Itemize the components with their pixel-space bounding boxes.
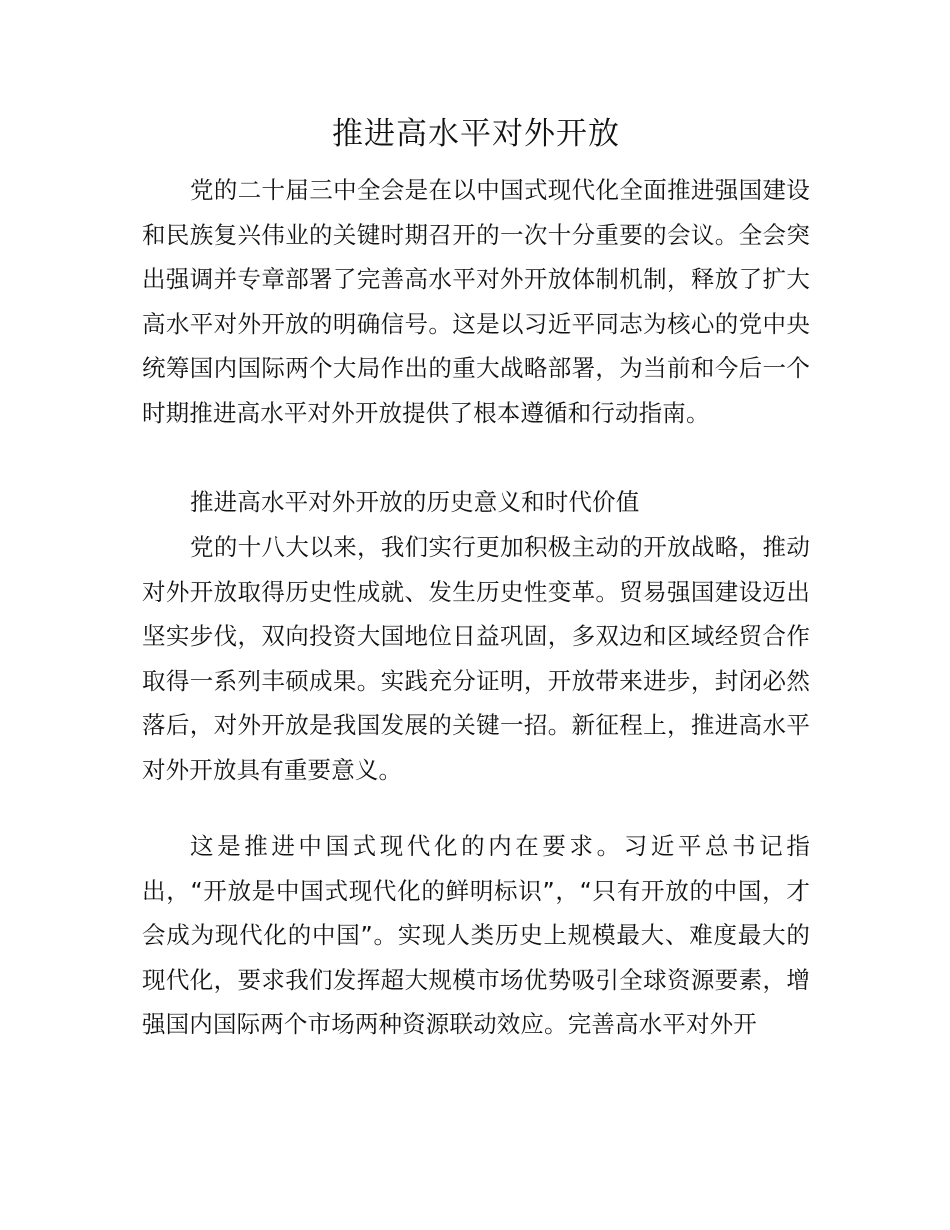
section-heading: 推进高水平对外开放的历史意义和时代价值 bbox=[190, 488, 640, 516]
paragraph-intro: 党的二十届三中全会是在以中国式现代化全面推进强国建设和民族复兴伟业的关键时期召开的一次十分重要的会议。全会突出强调并专章部署了完善高水平对外开放体制机制，释放了扩大高水平对外开放的明确信号。这是以习近平同志为核心的党中央统筹国内国际两个大局作出的重大战略部署，为当前和今后一个时期推进高水平对外开放提供了根本遵循和行动指南。 bbox=[142, 176, 810, 427]
paragraph-modernization: 这是推进中国式现代化的内在要求。习近平总书记指出，“开放是中国式现代化的鲜明标识”，“只有开放的中国，才会成为现代化的中国”。实现人类历史上规模最大、难度最大的现代化，要求我们发挥超大规模市场优势吸引全球资源要素，增强国内国际两个市场两种资源联动效应。完善高水平对外开 bbox=[142, 832, 810, 1038]
document-title: 推进高水平对外开放 bbox=[332, 116, 620, 152]
paragraph-achievements: 党的十八大以来，我们实行更加积极主动的开放战略，推动对外开放取得历史性成就、发生历史性变革。贸易强国建设迈出坚实步伐，双向投资大国地位日益巩固，多双边和区域经贸合作取得一系列丰硕成果。实践充分证明，开放带来进步，封闭必然落后，对外开放是我国发展的关键一招。新征程上，推进高水平对外开放具有重要意义。 bbox=[142, 533, 810, 784]
